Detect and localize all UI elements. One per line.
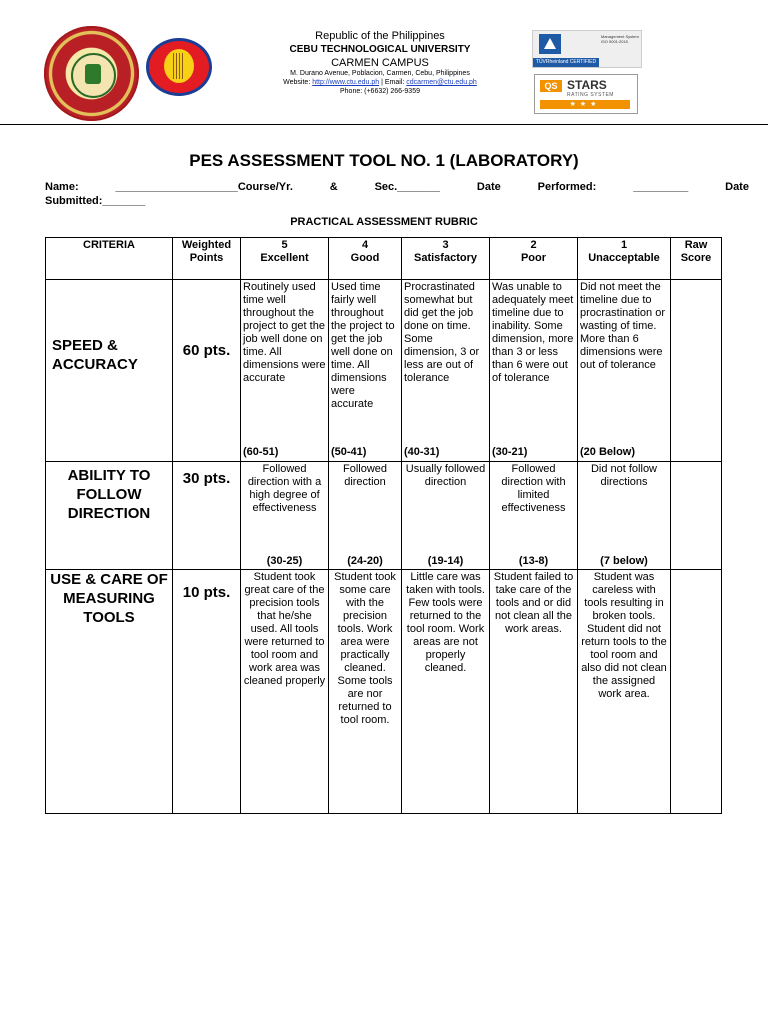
performed-blank[interactable]: _________	[633, 181, 689, 193]
desc-cell: Followed direction	[329, 462, 402, 554]
qs-sub: RATING SYSTEM	[567, 92, 614, 98]
range-cell: (7 below)	[578, 554, 671, 570]
range-cell: (30-21)	[490, 445, 578, 462]
criteria-speed-accuracy: SPEED & ACCURACY	[46, 280, 173, 462]
date-label: Date	[476, 181, 501, 193]
qs-stars-word: STARS	[567, 78, 607, 92]
tuv-certification-logo	[532, 30, 642, 68]
col-score-5: 5 Excellent	[241, 238, 329, 280]
desc-cell: Routinely used time well throughout the project to get the job well done on time. All dimensions were accurate	[241, 280, 329, 445]
range-cell: (13-8)	[490, 554, 578, 570]
ampersand: &	[329, 181, 338, 193]
tuv-triangle-icon	[539, 34, 561, 54]
desc-cell: Followed direction with limited effectiveness	[490, 462, 578, 554]
header-republic: Republic of the Philippines	[315, 30, 445, 42]
student-info	[45, 180, 749, 208]
range-cell: (40-31)	[402, 445, 490, 462]
desc-cell: Used time fairly well throughout the project to get the job well done on time. All dimensions were accurate	[329, 280, 402, 445]
university-seal-logo	[44, 26, 139, 121]
email-link[interactable]: cdcarmen@ctu.edu.ph	[406, 79, 477, 86]
raw-score-cell[interactable]	[671, 280, 722, 462]
col-score-1: 1 Unacceptable	[578, 238, 671, 280]
col-score-4: 4 Good	[329, 238, 402, 280]
desc-cell: Did not follow directions	[578, 462, 671, 554]
desc-cell: Followed direction with a high degree of effectiveness	[241, 462, 329, 554]
website-link[interactable]: http://www.ctu.edu.ph	[312, 79, 380, 86]
header-divider	[0, 124, 768, 125]
criteria-measuring-tools: USE & CARE OF MEASURING TOOLS	[46, 569, 173, 813]
desc-cell: Student took great care of the precision tools that he/she used. All tools were returned to tool room and work area was cleaned properly	[241, 569, 329, 813]
desc-cell: Student took some care with the precision tools. Work area were practically cleaned. Some tools are nor returned to tool room.	[329, 569, 402, 813]
desc-cell: Was unable to adequately meet timeline due to inability. Some dimension, more than 3 or less than 6 were out of tolerance	[490, 280, 578, 445]
points-speed-accuracy: 60 pts.	[173, 280, 241, 462]
col-criteria: CRITERIA	[46, 238, 173, 280]
tuv-band: TÜVRheinland CERTIFIED	[533, 58, 599, 67]
range-cell: (24-20)	[329, 554, 402, 570]
table-row	[46, 280, 722, 445]
table-row	[46, 462, 722, 554]
date-label-2: Date	[725, 181, 749, 193]
qs-box: QS	[540, 80, 562, 92]
points-measuring-tools: 10 pts.	[173, 569, 241, 813]
range-cell: (50-41)	[329, 445, 402, 462]
submitted-blank[interactable]: Submitted:_______	[45, 195, 146, 207]
name-label: Name:	[45, 181, 79, 193]
desc-cell: Little care was taken with tools. Few tools were returned to the tool room. Work areas are not properly cleaned.	[402, 569, 490, 813]
section-blank[interactable]: Sec._______	[374, 181, 441, 193]
rubric-table	[45, 237, 722, 814]
range-cell: (60-51)	[241, 445, 329, 462]
desc-cell: Student was careless with tools resulting in broken tools. Student did not return tools to the tool room and also did not clean the assigned work area.	[578, 569, 671, 813]
desc-cell: Procrastinated somewhat but did get the job done on time. Some dimension, 3 or less are out of tolerance	[402, 280, 490, 445]
raw-score-cell[interactable]	[671, 462, 722, 570]
raw-score-cell[interactable]	[671, 569, 722, 813]
range-cell: (19-14)	[402, 554, 490, 570]
performed-label: Performed:	[537, 181, 597, 193]
col-score-2: 2 Poor	[490, 238, 578, 280]
desc-cell: Student failed to take care of the tools and or did not clean all the work areas.	[490, 569, 578, 813]
page-title: PES ASSESSMENT TOOL NO. 1 (LABORATORY)	[189, 151, 579, 170]
header-university: CEBU TECHNOLOGICAL UNIVERSITY	[289, 44, 471, 55]
range-cell: (20 Below)	[578, 445, 671, 462]
qs-stars-logo	[534, 74, 638, 114]
desc-cell: Did not meet the timeline due to procrastination or wasting of time. More than 6 dimensions were out of tolerance	[578, 280, 671, 445]
header-address: M. Durano Avenue, Poblacion, Carmen, Cebu, Philippines	[290, 70, 470, 77]
desc-cell: Usually followed direction	[402, 462, 490, 554]
name-blank[interactable]: ____________________Course/Yr.	[115, 181, 293, 193]
criteria-follow-direction: ABILITY TO FOLLOW DIRECTION	[46, 462, 173, 570]
asean-logo	[146, 38, 212, 96]
col-score-3: 3 Satisfactory	[402, 238, 490, 280]
header-row	[46, 238, 722, 280]
website-label: Website:	[283, 79, 311, 86]
qs-star-rating-icon: ★★★	[540, 100, 630, 109]
header-contact	[230, 79, 530, 86]
header-phone: Phone: (+6632) 266-9359	[340, 88, 420, 95]
tuv-text: Management System ISO 9001:2015	[601, 34, 639, 44]
range-cell: (30-25)	[241, 554, 329, 570]
header-campus: CARMEN CAMPUS	[331, 57, 429, 69]
col-weighted-points: Weighted Points	[173, 238, 241, 280]
points-follow-direction: 30 pts.	[173, 462, 241, 570]
rubric-subtitle: PRACTICAL ASSESSMENT RUBRIC	[290, 216, 478, 228]
col-raw-score: Raw Score	[671, 238, 722, 280]
email-label: | Email:	[381, 79, 405, 86]
table-row	[46, 569, 722, 813]
